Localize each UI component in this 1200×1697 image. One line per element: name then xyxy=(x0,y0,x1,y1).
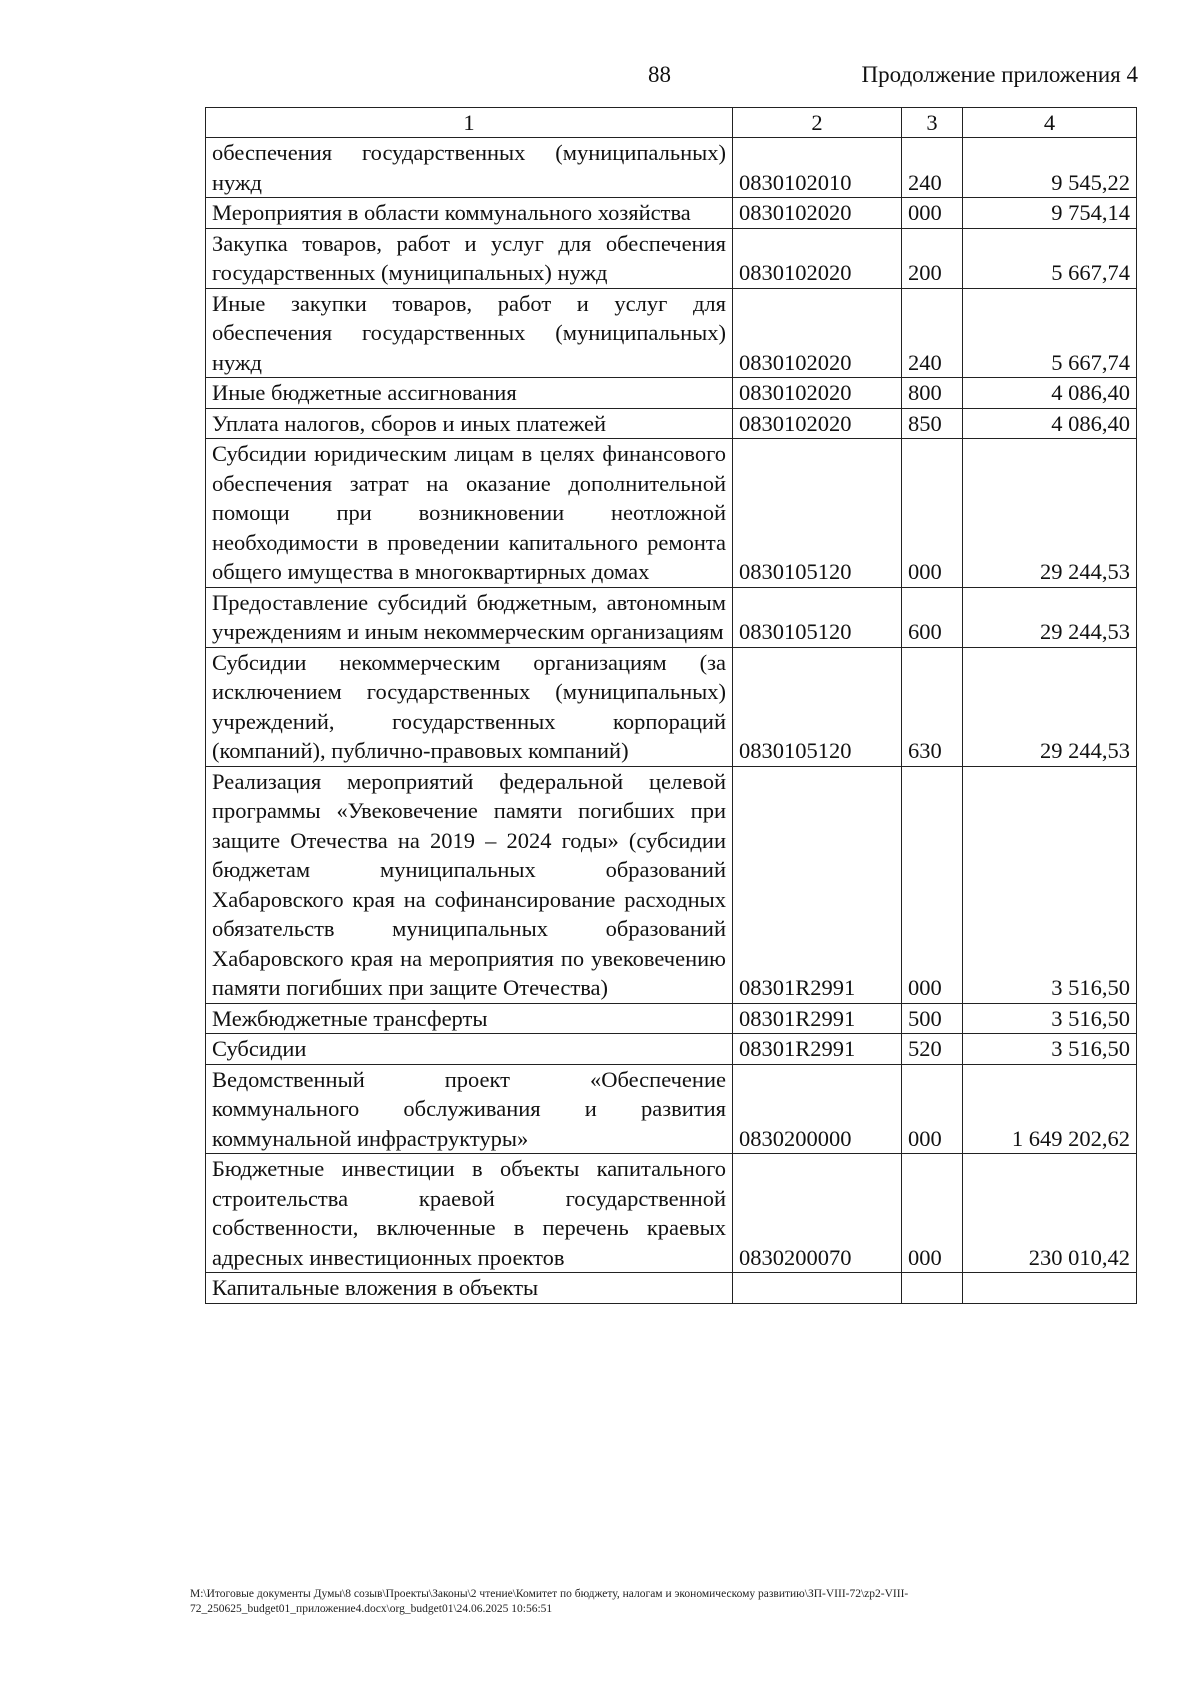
row-amount-cell: 29 244,53 xyxy=(963,587,1137,647)
row-code-cell: 0830102010 xyxy=(733,138,902,198)
row-name-cell: Мероприятия в области коммунального хозяйства xyxy=(206,198,733,229)
row-code-cell: 0830200000 xyxy=(733,1064,902,1154)
table-row xyxy=(206,439,1137,588)
budget-table-body xyxy=(206,138,1137,1304)
row-name-cell: обеспечения государственных (муниципальных) нужд xyxy=(206,138,733,198)
row-name-cell: Субсидии юридическим лицам в целях финансового обеспечения затрат на оказание дополнительной помощи при возникновении неотложной необходимости в проведении капитального ремонта общего имущества в многоквартирных домах xyxy=(206,439,733,588)
row-name-cell: Предоставление субсидий бюджетным, автономным учреждениям и иным некоммерческим организациям xyxy=(206,587,733,647)
budget-table xyxy=(205,107,1137,1304)
row-amount-cell: 4 086,40 xyxy=(963,408,1137,439)
table-row xyxy=(206,408,1137,439)
table-row xyxy=(206,138,1137,198)
table-row xyxy=(206,587,1137,647)
appendix-caption: Продолжение приложения 4 xyxy=(861,62,1138,87)
row-code-cell: 08301R2991 xyxy=(733,1034,902,1065)
row-expense-type-cell: 500 xyxy=(902,1003,963,1034)
row-code-cell xyxy=(733,1273,902,1304)
row-amount-cell: 29 244,53 xyxy=(963,439,1137,588)
column-header-1: 1 xyxy=(206,108,733,138)
row-expense-type-cell: 800 xyxy=(902,378,963,409)
row-name-cell: Бюджетные инвестиции в объекты капитального строительства краевой государственной собственности, включенные в перечень краевых адресных инвестиционных проектов xyxy=(206,1154,733,1273)
table-row xyxy=(206,288,1137,378)
table-row xyxy=(206,198,1137,229)
row-expense-type-cell: 000 xyxy=(902,766,963,1003)
row-expense-type-cell: 000 xyxy=(902,439,963,588)
row-amount-cell: 3 516,50 xyxy=(963,766,1137,1003)
row-code-cell: 0830102020 xyxy=(733,378,902,409)
row-amount-cell: 3 516,50 xyxy=(963,1034,1137,1065)
row-expense-type-cell: 600 xyxy=(902,587,963,647)
row-expense-type-cell: 240 xyxy=(902,138,963,198)
table-row xyxy=(206,1154,1137,1273)
table-row xyxy=(206,1003,1137,1034)
row-amount-cell: 9 545,22 xyxy=(963,138,1137,198)
row-amount-cell: 230 010,42 xyxy=(963,1154,1137,1273)
row-code-cell: 0830105120 xyxy=(733,587,902,647)
row-code-cell: 0830105120 xyxy=(733,647,902,766)
row-expense-type-cell: 000 xyxy=(902,1064,963,1154)
row-code-cell: 0830102020 xyxy=(733,198,902,229)
row-code-cell: 0830102020 xyxy=(733,288,902,378)
row-name-cell: Межбюджетные трансферты xyxy=(206,1003,733,1034)
row-code-cell: 0830102020 xyxy=(733,228,902,288)
row-name-cell: Иные бюджетные ассигнования xyxy=(206,378,733,409)
row-expense-type-cell xyxy=(902,1273,963,1304)
column-header-4: 4 xyxy=(963,108,1137,138)
row-expense-type-cell: 200 xyxy=(902,228,963,288)
row-name-cell: Субсидии xyxy=(206,1034,733,1065)
row-expense-type-cell: 240 xyxy=(902,288,963,378)
row-name-cell: Уплата налогов, сборов и иных платежей xyxy=(206,408,733,439)
table-row xyxy=(206,228,1137,288)
row-amount-cell: 1 649 202,62 xyxy=(963,1064,1137,1154)
table-row xyxy=(206,378,1137,409)
row-code-cell: 0830105120 xyxy=(733,439,902,588)
row-name-cell: Закупка товаров, работ и услуг для обеспечения государственных (муниципальных) нужд xyxy=(206,228,733,288)
table-row xyxy=(206,766,1137,1003)
column-number-row xyxy=(206,108,1137,138)
row-amount-cell: 4 086,40 xyxy=(963,378,1137,409)
row-code-cell: 0830102020 xyxy=(733,408,902,439)
row-expense-type-cell: 000 xyxy=(902,1154,963,1273)
row-expense-type-cell: 850 xyxy=(902,408,963,439)
row-amount-cell: 9 754,14 xyxy=(963,198,1137,229)
row-amount-cell: 5 667,74 xyxy=(963,288,1137,378)
row-code-cell: 08301R2991 xyxy=(733,766,902,1003)
row-amount-cell: 5 667,74 xyxy=(963,228,1137,288)
row-expense-type-cell: 630 xyxy=(902,647,963,766)
row-name-cell: Иные закупки товаров, работ и услуг для обеспечения государственных (муниципальных) нужд xyxy=(206,288,733,378)
row-expense-type-cell: 000 xyxy=(902,198,963,229)
footer-file-path: M:\Итоговые документы Думы\8 созыв\Проекты\Законы\2 чтение\Комитет по бюджету, налогам и экономическому развитию\ЗП-VIII-72\zp2-VIII-72_250625_budget01_приложение4.docx\org_budget01\24.06.2025 10:56:51 xyxy=(190,1588,909,1615)
row-name-cell: Капитальные вложения в объекты xyxy=(206,1273,733,1304)
row-amount-cell xyxy=(963,1273,1137,1304)
page-number: 88 xyxy=(648,62,671,87)
row-amount-cell: 3 516,50 xyxy=(963,1003,1137,1034)
column-header-3: 3 xyxy=(902,108,963,138)
row-name-cell: Ведомственный проект «Обеспечение коммунального обслуживания и развития коммунальной инфраструктуры» xyxy=(206,1064,733,1154)
row-amount-cell: 29 244,53 xyxy=(963,647,1137,766)
row-code-cell: 08301R2991 xyxy=(733,1003,902,1034)
row-expense-type-cell: 520 xyxy=(902,1034,963,1065)
table-row xyxy=(206,1034,1137,1065)
column-header-2: 2 xyxy=(733,108,902,138)
row-code-cell: 0830200070 xyxy=(733,1154,902,1273)
table-row xyxy=(206,647,1137,766)
table-row xyxy=(206,1064,1137,1154)
row-name-cell: Реализация мероприятий федеральной целевой программы «Увековечение памяти погибших при защите Отечества на 2019 – 2024 годы» (субсидии бюджетам муниципальных образований Хабаровского края на софинансирование расходных обязательств муниципальных образований Хабаровского края на мероприятия по увековечению памяти погибших при защите Отечества) xyxy=(206,766,733,1003)
row-name-cell: Субсидии некоммерческим организациям (за исключением государственных (муниципальных) учреждений, государственных корпораций (компаний), публично-правовых компаний) xyxy=(206,647,733,766)
table-row xyxy=(206,1273,1137,1304)
